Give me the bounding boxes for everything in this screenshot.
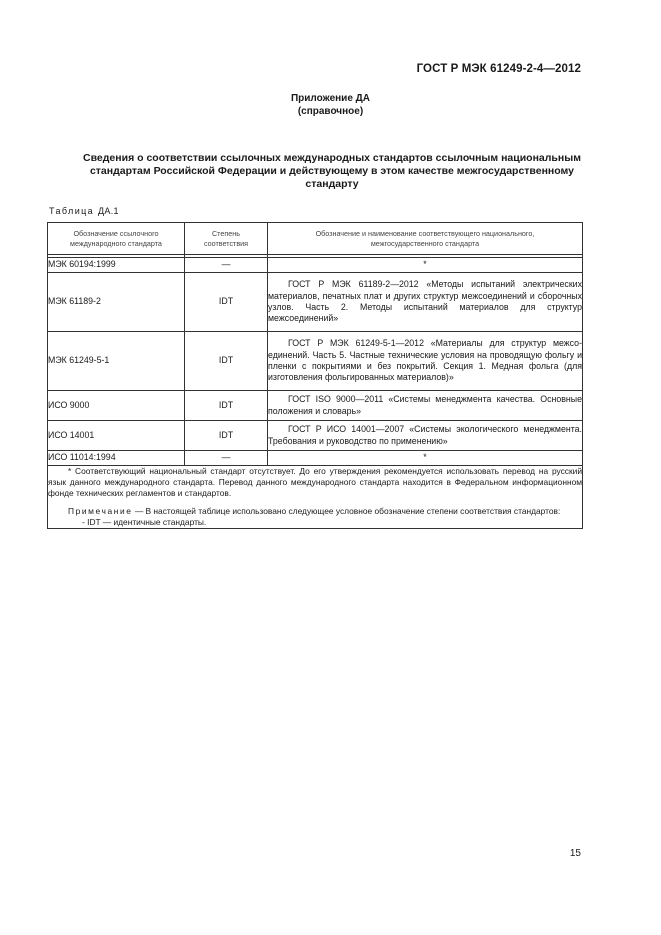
- header-col1-line2: международного стандарта: [70, 238, 162, 248]
- row-standard-text: ГОСТ Р МЭК 61249-5-1—2012 «Материалы для структур межсоединений. Часть 5. Частные технические условия на проводящую фольгу и пленки с покрытиями и без покрытий. Секция 1. Медная фольга (для изготовления фольгированных материалов)»: [268, 338, 582, 383]
- table-row: [48, 421, 583, 451]
- row-standard: [268, 273, 583, 332]
- document-title-line-1: Сведения о соответствии ссылочных международных стандартов ссылочным национальным: [83, 152, 581, 164]
- page-number: 15: [569, 848, 581, 859]
- table-header-row: [48, 223, 583, 255]
- table-row: [48, 391, 583, 421]
- header-col3-line1: Обозначение и наименование соответствующего национального,: [315, 228, 535, 238]
- table-notes-row: [48, 466, 583, 529]
- row-standard-text: ГОСТ Р ИСО 14001—2007 «Системы экологического менеджмента. Требования и руководство по применению»: [268, 424, 582, 446]
- document-title-line-3: стандарту: [305, 178, 359, 190]
- correspondence-table: [47, 222, 583, 529]
- appendix-type: (справочное): [297, 106, 364, 117]
- row-standard: *: [268, 451, 583, 466]
- note-text: — В настоящей таблице использовано следующее условное обозначение степени соответствия стандартов:: [134, 505, 561, 516]
- footnote-text: * Соответствующий национальный стандарт отсутствует. До его утверждения рекомендуется использовать перевод на русский язык данного международного стандарта. Перевод данного международного стандарта находится в Федеральном информационном фонде технических регламентов и стандартов.: [48, 466, 582, 499]
- footnote: [48, 466, 582, 500]
- header-col3-line2: межгосударственного стандарта: [370, 238, 480, 248]
- row-standard: *: [268, 258, 583, 273]
- table-row: [48, 273, 583, 332]
- table-row: [48, 258, 583, 273]
- document-title: [52, 152, 612, 191]
- header-international-standard: [48, 223, 185, 255]
- row-code: ИСО 11014:1994: [48, 451, 185, 466]
- note-label: Примечание: [68, 505, 133, 516]
- table-caption-word: Таблица: [49, 206, 95, 216]
- row-standard: [268, 391, 583, 421]
- row-code: МЭК 61249-5-1: [48, 332, 185, 391]
- row-code: МЭК 61189-2: [48, 273, 185, 332]
- row-standard: [268, 332, 583, 391]
- standard-code-header: ГОСТ Р МЭК 61249-2-4—2012: [416, 63, 581, 75]
- table-notes: [48, 466, 583, 529]
- note-item: - IDT — идентичные стандарты.: [82, 516, 207, 527]
- appendix-heading: [0, 92, 661, 118]
- header-col1-line1: Обозначение ссылочного: [73, 228, 159, 238]
- row-degree: IDT: [185, 273, 268, 332]
- row-degree: IDT: [185, 391, 268, 421]
- row-degree: —: [185, 451, 268, 466]
- row-standard-text: ГОСТ ISO 9000—2011 «Системы менеджмента качества. Основные положения и словарь»: [268, 394, 582, 416]
- header-col2-line1: Степень: [211, 228, 240, 238]
- table-caption-number: ДА.1: [98, 206, 119, 216]
- table-row: [48, 332, 583, 391]
- note: [48, 506, 582, 517]
- appendix-title: Приложение ДА: [290, 93, 371, 104]
- header-national-standard: [268, 223, 583, 255]
- row-code: ИСО 14001: [48, 421, 185, 451]
- header-col2-line2: соответствия: [203, 238, 249, 248]
- document-title-line-2: стандартам Российской Федерации и действующему в этом качестве межгосударственному: [89, 165, 575, 177]
- row-standard: [268, 421, 583, 451]
- table-row: [48, 451, 583, 466]
- row-degree: IDT: [185, 332, 268, 391]
- table-caption: [49, 206, 119, 216]
- header-degree: [185, 223, 268, 255]
- row-standard-text: ГОСТ Р МЭК 61189-2—2012 «Методы испытаний электрических материалов, печатных плат и других структур межсоединений и сборочных узлов. Часть 2. Методы испытаний материалов для структур межсоединений»: [268, 279, 582, 324]
- row-code: МЭК 60194:1999: [48, 258, 185, 273]
- row-degree: —: [185, 258, 268, 273]
- row-code: ИСО 9000: [48, 391, 185, 421]
- row-degree: IDT: [185, 421, 268, 451]
